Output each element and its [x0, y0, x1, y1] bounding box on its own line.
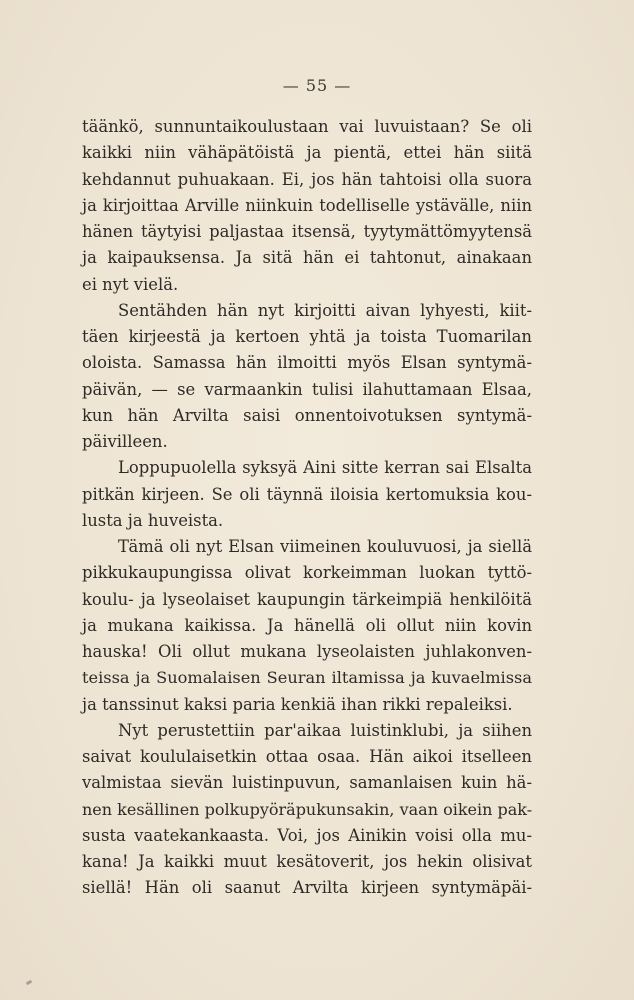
text-line: pikkukaupungissa olivat korkeimman luokan tyttö-: [82, 563, 532, 583]
text-line: ja tanssinut kaksi paria kenkiä ihan rikki repaleiksi.: [82, 694, 513, 714]
text-line: kun hän Arvilta saisi onnentoivotuksen syntymä-: [82, 405, 532, 425]
text-line: susta vaatekankaasta. Voi, jos Ainikin voisi olla mu-: [82, 825, 532, 845]
text-line: lusta ja huveista.: [82, 510, 224, 530]
text-line: valmistaa sievän luistinpuvun, samanlaisen kuin hä-: [82, 773, 532, 793]
text-line: hauska! Oli ollut mukana lyseolaisten juhlakonven-: [82, 642, 532, 661]
text-line: Nyt perustettiin par'aikaa luistinklubi, ja siihen: [118, 720, 532, 740]
text-line: Sentähden hän nyt kirjoitti aivan lyhyesti, kiit-: [118, 300, 532, 320]
text-line: saivat koululaisetkin ottaa osaa. Hän aikoi itselleen: [82, 747, 532, 766]
text-line: ei nyt vielä.: [82, 274, 179, 294]
text-line: päivilleen.: [82, 432, 168, 451]
text-line: kaikki niin vähäpätöistä ja pientä, ettei hän siitä: [82, 143, 532, 163]
text-line: nen kesällinen polkupyöräpukunsakin, vaan oikein pak-: [82, 799, 533, 819]
text-line: oloista. Samassa hän ilmoitti myös Elsan syntymä-: [82, 353, 532, 373]
text-line: teissa ja Suomalaisen Seuran iltamissa ja kuvaelmissa: [82, 668, 532, 688]
text-line: pitkän kirjeen. Se oli täynnä iloisia kertomuksia kou-: [82, 484, 532, 504]
text-line: koulu- ja lyseolaiset kaupungin tärkeimpiä henkilöitä: [82, 589, 532, 609]
text-line: kehdannut puhuakaan. Ei, jos hän tahtoisi olla suora: [82, 169, 532, 189]
text-line: kana! Ja kaikki muut kesätoverit, jos hekin olisivat: [82, 852, 532, 871]
text-line: päivän, — se varmaankin tulisi ilahuttamaan Elsaa,: [82, 379, 532, 399]
text-line: siellä! Hän oli saanut Arvilta kirjeen syntymäpäi-: [82, 878, 532, 898]
text-line: täen kirjeestä ja kertoen yhtä ja toista Tuomarilan: [82, 327, 532, 346]
text-line: täänkö, sunnuntaikoulustaan vai luvuistaan? Se oli: [82, 117, 532, 136]
text-line: ja mukana kaikissa. Ja hänellä oli ollut niin kovin: [82, 615, 532, 635]
text-line: ja kirjoittaa Arville niinkuin todelliselle ystävälle, niin: [82, 195, 532, 215]
text-line: Tämä oli nyt Elsan viimeinen kouluvuosi, ja siellä: [118, 537, 532, 556]
page-number: — 55 —: [282, 76, 352, 95]
text-line: ja kaipauksensa. Ja sitä hän ei tahtonut, ainakaan: [82, 248, 532, 268]
text-line: Loppupuolella syksyä Aini sitte kerran sai Elsalta: [118, 458, 532, 478]
text-line: hänen täytyisi paljastaa itsensä, tyytymättömyytensä: [82, 222, 532, 241]
body-text: [82, 114, 532, 902]
paper-speck: [26, 980, 33, 986]
